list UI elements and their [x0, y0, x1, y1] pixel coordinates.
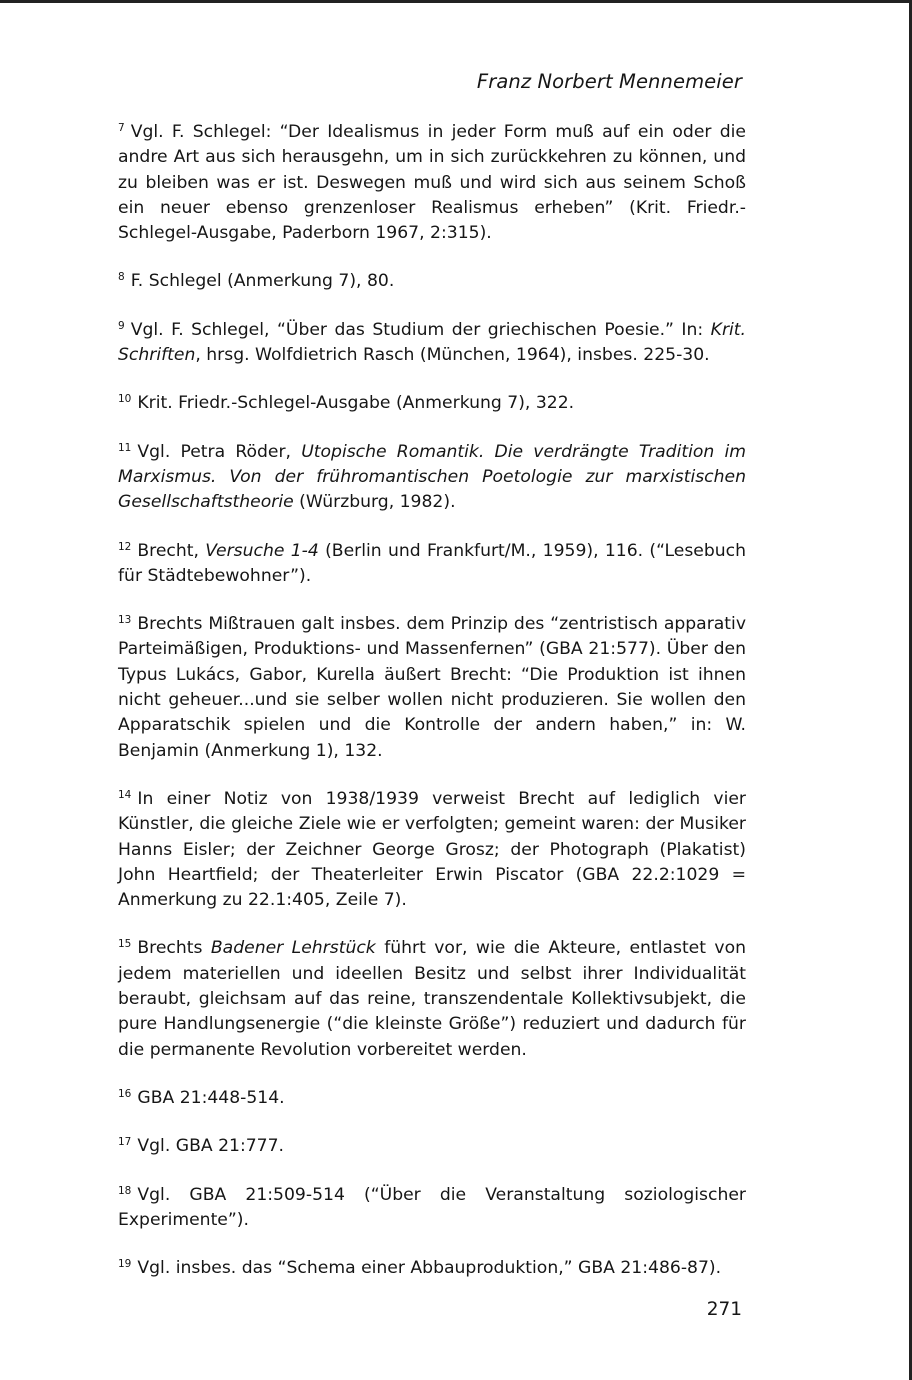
endnote-text: Brechts	[137, 938, 211, 959]
endnote-number: 12	[118, 540, 132, 553]
endnote-italic-text: Utopische Romantik. Die verdrängte Tradition im Marxismus. Von der frühromantischen Poetologie zur marxistischen Gesellschaftstheorie	[118, 441, 746, 513]
endnote-text: Brecht,	[137, 540, 206, 561]
endnote	[118, 787, 746, 913]
endnote-number: 17	[118, 1136, 132, 1149]
book-page	[118, 0, 746, 1380]
endnote	[118, 1183, 746, 1234]
endnote	[118, 269, 746, 294]
endnote-text: Krit. Friedr.-Schlegel-Ausgabe (Anmerkung 7), 322.	[137, 393, 575, 414]
endnote	[118, 612, 746, 764]
endnote-italic-text: Badener Lehrstück	[210, 938, 376, 959]
endnote-text: (Berlin und Frankfurt/M., 1959), 116. (“Lesebuch für Städtebewohner”).	[118, 540, 746, 586]
endnote	[118, 120, 746, 246]
endnote-text: Vgl. GBA 21:777.	[137, 1136, 285, 1157]
endnote	[118, 936, 746, 1062]
endnote-text: Vgl. Petra Röder,	[137, 441, 302, 462]
endnote-text: (Würzburg, 1982).	[293, 492, 456, 513]
endnote-number: 16	[118, 1087, 132, 1100]
endnote-text: Vgl. F. Schlegel: “Der Idealismus in jeder Form muß auf ein oder die andre Art aus sich herausgehn, um in sich zurückkehren zu können, und zu bleiben was er ist. Deswegen muß und wird sich aus seinem Schoß ein neuer ebenso grenzenloser Realismus erheben” (Krit. Friedr.-Schlegel-Ausgabe, Paderborn 1967, 2:315).	[118, 122, 746, 244]
endnote	[118, 440, 746, 516]
endnotes-list	[118, 120, 746, 1304]
endnote-number: 19	[118, 1258, 132, 1271]
page-number: 271	[706, 1299, 742, 1320]
endnote-text: Vgl. insbes. das “Schema einer Abbauproduktion,” GBA 21:486-87).	[137, 1258, 722, 1279]
endnote-text: GBA 21:448-514.	[137, 1087, 285, 1108]
endnote	[118, 318, 746, 369]
endnote-text: F. Schlegel (Anmerkung 7), 80.	[130, 271, 395, 292]
endnote-number: 8	[118, 271, 125, 284]
endnote	[118, 1086, 746, 1111]
endnote-text: , hrsg. Wolfdietrich Rasch (München, 1964), insbes. 225-30.	[195, 345, 710, 366]
endnote-number: 7	[118, 122, 125, 134]
endnote-italic-text: Krit. Schriften	[118, 319, 746, 366]
endnote	[118, 1134, 746, 1159]
endnote-number: 14	[118, 788, 132, 801]
endnote	[118, 539, 746, 590]
endnote-text: Vgl. GBA 21:509-514 (“Über die Veranstaltung soziologischer Experimente”).	[118, 1184, 746, 1230]
endnote-number: 9	[118, 319, 125, 332]
endnote-number: 13	[118, 614, 132, 627]
endnote-number: 10	[118, 393, 132, 406]
endnote-text: Vgl. F. Schlegel, “Über das Studium der griechischen Poesie.” In:	[130, 319, 711, 340]
endnote-text: führt vor, wie die Akteure, entlastet von jedem materiellen und ideellen Besitz und selbst ihrer Individualität beraubt, gleichsam auf das reine, transzendentale Kollektivsubjekt, die pure Handlungsenergie (“die kleinste Größe”) reduziert und dadurch für die permanente Revolution vorbereitet werden.	[118, 938, 747, 1060]
endnote-text: Brechts Mißtrauen galt insbes. dem Prinzip des “zentristisch apparativ Parteimäßigen, Produktions- und Massenfernen” (GBA 21:577). Über den Typus Lukács, Gabor, Kurella äußert Brecht: “Die Produktion ist ihnen nicht geheuer...und sie selber wollen nicht produzieren. Sie wollen den Apparatschik spielen und die Kontrolle der andern haben,” in: W. Benjamin (Anmerkung 1), 132.	[118, 614, 746, 761]
running-head: Franz Norbert Mennemeier	[476, 70, 742, 93]
endnote-number: 15	[118, 938, 132, 951]
endnote-number: 11	[118, 441, 132, 454]
endnote-text: In einer Notiz von 1938/1939 verweist Brecht auf lediglich vier Künstler, die gleiche Ziele wie er verfolgten; gemeint waren: der Musiker Hanns Eisler; der Zeichner George Grosz; der Photograph (Plakatist) John Heartfield; der Theaterleiter Erwin Piscator (GBA 22.2:1029 = Anmerkung zu 22.1:405, Zeile 7).	[118, 788, 746, 911]
endnote-italic-text: Versuche 1-4	[205, 540, 319, 561]
endnote	[118, 1256, 746, 1281]
endnote	[118, 391, 746, 416]
endnote-number: 18	[118, 1184, 132, 1197]
